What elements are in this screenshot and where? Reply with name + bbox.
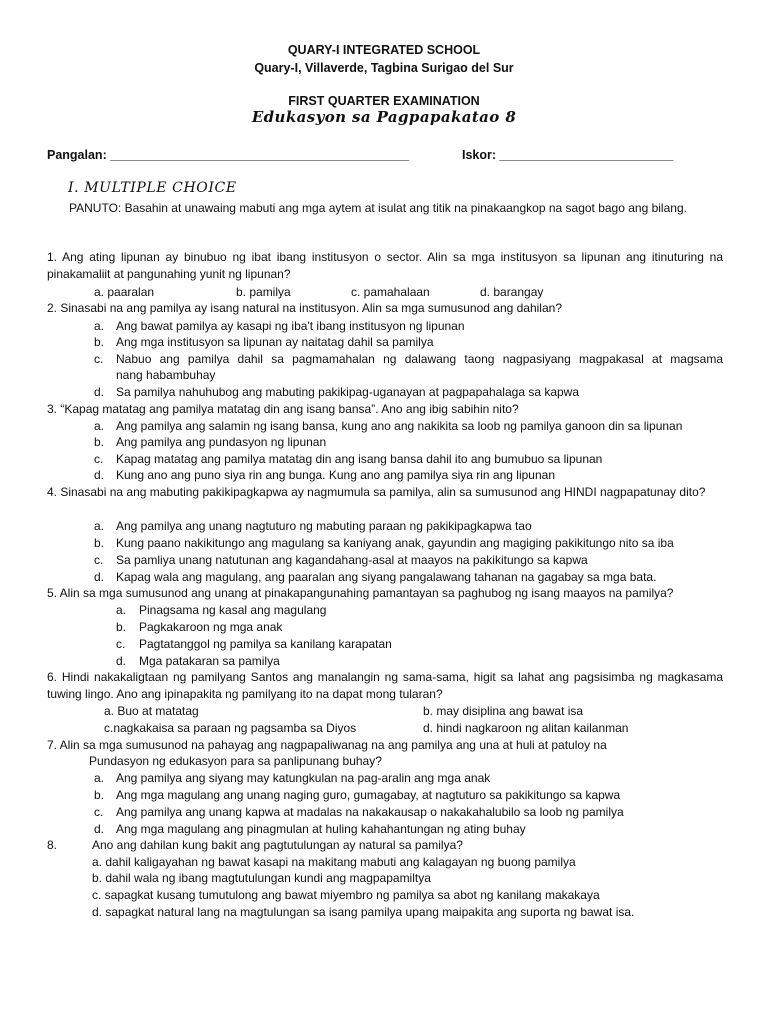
- q1-choice-a: a. paaralan: [94, 285, 155, 299]
- q7-letter-c: c.: [94, 805, 104, 819]
- q3-letter-b: b.: [94, 435, 105, 449]
- q6-choice-c: c.nagkakaisa sa paraan ng pagsamba sa Diyos: [104, 721, 357, 735]
- q8-choice-d: d. sapagkat natural lang na magtulungan sa isang pamilya upang maipakita ang suporta ng bawat isa.: [92, 905, 635, 919]
- q5-choice-a: Pinagsama ng kasal ang magulang: [139, 603, 327, 617]
- q4-letter-a: a.: [94, 519, 105, 533]
- q7-letter-b: b.: [94, 788, 105, 802]
- q4-letter-b: b.: [94, 536, 105, 550]
- q2-choice-d: Sa pamilya nahuhubog ang mabuting pakikipag-uganayan at pagpapahalaga sa kapwa: [116, 385, 580, 399]
- q8-choice-b: b. dahil wala ng ibang magtutulungan kundi ang magpapamiltya: [92, 871, 431, 885]
- q5-letter-c: c.: [116, 637, 126, 651]
- q2-choice-a: Ang bawat pamilya ay kasapi ng iba't ibang institusyon ng lipunan: [116, 319, 465, 333]
- q5-choice-b: Pagkakaroon ng mga anak: [139, 620, 283, 634]
- question-8-number: 8.: [47, 838, 58, 852]
- question-8: Ano ang dahilan kung bakit ang pagtutulungan ay natural sa pamilya?: [92, 838, 463, 852]
- q1-choice-c: c. pamahalaan: [351, 285, 430, 299]
- q7-choice-c: Ang pamilya ang unang kapwa at madalas na nakakausap o nakakahalubilo sa loob ng pamilya: [116, 805, 624, 819]
- question-7: 7. Alin sa mga sumusunod na pahayag ang nagpapaliwanag na ang pamilya ang una at huli at patuloy na: [47, 738, 607, 752]
- question-3: 3. “Kapag matatag ang pamilya matatag din ang isang bansa”. Ano ang ibig sabihin nito?: [47, 402, 519, 416]
- school-address: Quary-I, Villaverde, Tagbina Surigao del Sur: [254, 61, 514, 75]
- q2-choice-c: Nabuo ang pamilya dahil sa pagmamahalan ng dalawang taong nagpasiyang magpakasal at magsama: [116, 352, 723, 366]
- q5-letter-b: b.: [116, 620, 127, 634]
- q3-choice-c: Kapag matatag ang pamilya matatag din ang isang bansa dahil ito ang bumubuo sa lipunan: [116, 452, 603, 466]
- q4-letter-d: d.: [94, 570, 105, 584]
- q1-choice-b: b. pamilya: [236, 285, 291, 299]
- q2-letter-c: c.: [94, 352, 104, 366]
- q7-letter-d: d.: [94, 822, 105, 836]
- name-field: Pangalan: ___________________________________________: [47, 148, 410, 162]
- q4-choice-a: Ang pamilya ang unang nagtuturo ng mabuting paraan ng pakikipagkapwa tao: [116, 519, 532, 533]
- question-4: 4. Sinasabi na ang mabuting pakikipagkapwa ay nagmumula sa pamilya, alin sa sumusunod ang HINDI nagpapatunay dito?: [47, 485, 706, 499]
- q7-choice-b: Ang mga magulang ang unang naging guro, gumagabay, at nagtuturo sa pakikitungo sa kapwa: [116, 788, 621, 802]
- instructions: PANUTO: Basahin at unawaing mabuti ang mga aytem at isulat ang titik na pinakaangkop na sagot bago ang bilang.: [69, 201, 687, 215]
- q6-choice-d: d. hindi nagkaroon ng alitan kailanman: [423, 721, 629, 735]
- question-5: 5. Alin sa mga sumusunod ang unang at pinakapangunahing pamantayan sa paghubog ng isang maayos na pamilya?: [47, 586, 674, 600]
- exam-title: FIRST QUARTER EXAMINATION: [288, 94, 480, 108]
- q2-letter-d: d.: [94, 385, 105, 399]
- q6-choice-a: a. Buo at matatag: [104, 704, 199, 718]
- q3-choice-d: Kung ano ang puno siya rin ang bunga. Kung ano ang pamilya siya rin ang lipunan: [116, 468, 555, 482]
- q5-choice-c: Pagtatanggol ng pamilya sa kanilang karapatan: [139, 637, 392, 651]
- q4-choice-c: Sa pamliya unang natutunan ang kagandahang-asal at maayos na pakikitungo sa kapwa: [116, 553, 588, 567]
- q8-choice-a: a. dahil kaligayahan ng bawat kasapi na makitang mabuti ang kalagayan ng buong pamilya: [92, 855, 576, 869]
- q7-choice-a: Ang pamilya ang siyang may katungkulan na pag-aralin ang mga anak: [116, 771, 491, 785]
- q4-choice-d: Kapag wala ang magulang, ang paaralan ang siyang pangalawang tahanan na gagabay sa mga bata.: [116, 570, 657, 584]
- subject-title: Edukasyon sa Pagpapakatao 8: [251, 108, 517, 126]
- section-title: I. MULTIPLE CHOICE: [68, 180, 237, 196]
- q4-choice-b: Kung paano nakikitungo ang magulang sa kaniyang anak, gayundin ang magiging pakikitungo nito sa iba: [116, 536, 674, 550]
- score-field: Iskor: _________________________: [462, 148, 674, 162]
- question-2: 2. Sinasabi na ang pamilya ay isang natural na institusyon. Alin sa mga sumusunod ang dahilan?: [47, 301, 562, 315]
- q3-letter-d: d.: [94, 468, 105, 482]
- q4-letter-c: c.: [94, 553, 104, 567]
- q8-choice-c: c. sapagkat kusang tumutulong ang bawat miyembro ng pamilya sa abot ng kanilang makakaya: [92, 888, 600, 902]
- q3-choice-b: Ang pamilya ang pundasyon ng lipunan: [116, 435, 327, 449]
- q6-choice-b: b. may disiplina ang bawat isa: [423, 704, 584, 718]
- question-7-cont: Pundasyon ng edukasyon para sa panlipunang buhay?: [89, 754, 382, 768]
- q5-letter-a: a.: [116, 603, 127, 617]
- q7-choice-d: Ang mga magulang ang pinagmulan at huling kahahantungan ng ating buhay: [116, 822, 526, 836]
- q2-choice-c-cont: nang habambuhay: [116, 368, 216, 382]
- q2-letter-a: a.: [94, 319, 105, 333]
- question-1: 1. Ang ating lipunan ay binubuo ng ibat ibang institusyon o sector. Alin sa mga institusyon sa lipunan ang itinuturing na pinakamaliit at pangunahing yunit ng lipunan?: [47, 250, 723, 281]
- q5-letter-d: d.: [116, 654, 127, 668]
- q3-choice-a: Ang pamilya ang salamin ng isang bansa, kung ano ang nakikita sa loob ng pamilya ganoon din sa lipunan: [116, 419, 683, 433]
- school-name: QUARY-I INTEGRATED SCHOOL: [287, 43, 481, 57]
- q7-letter-a: a.: [94, 771, 105, 785]
- q3-letter-c: c.: [94, 452, 104, 466]
- question-6: 6. Hindi nakakaligtaan ng pamilyang Santos ang manalangin ng sama-sama, higit sa lahat ang pagsisimba ng magkasama tuwing lingo. Ano ang ipinapakita ng pamilyang ito na dapat mong tularan?: [47, 670, 723, 701]
- q1-choice-d: d. barangay: [480, 285, 544, 299]
- q2-letter-b: b.: [94, 335, 105, 349]
- q3-letter-a: a.: [94, 419, 105, 433]
- q5-choice-d: Mga patakaran sa pamilya: [139, 654, 280, 668]
- q2-choice-b: Ang mga institusyon sa lipunan ay naitatag dahil sa pamilya: [116, 335, 434, 349]
